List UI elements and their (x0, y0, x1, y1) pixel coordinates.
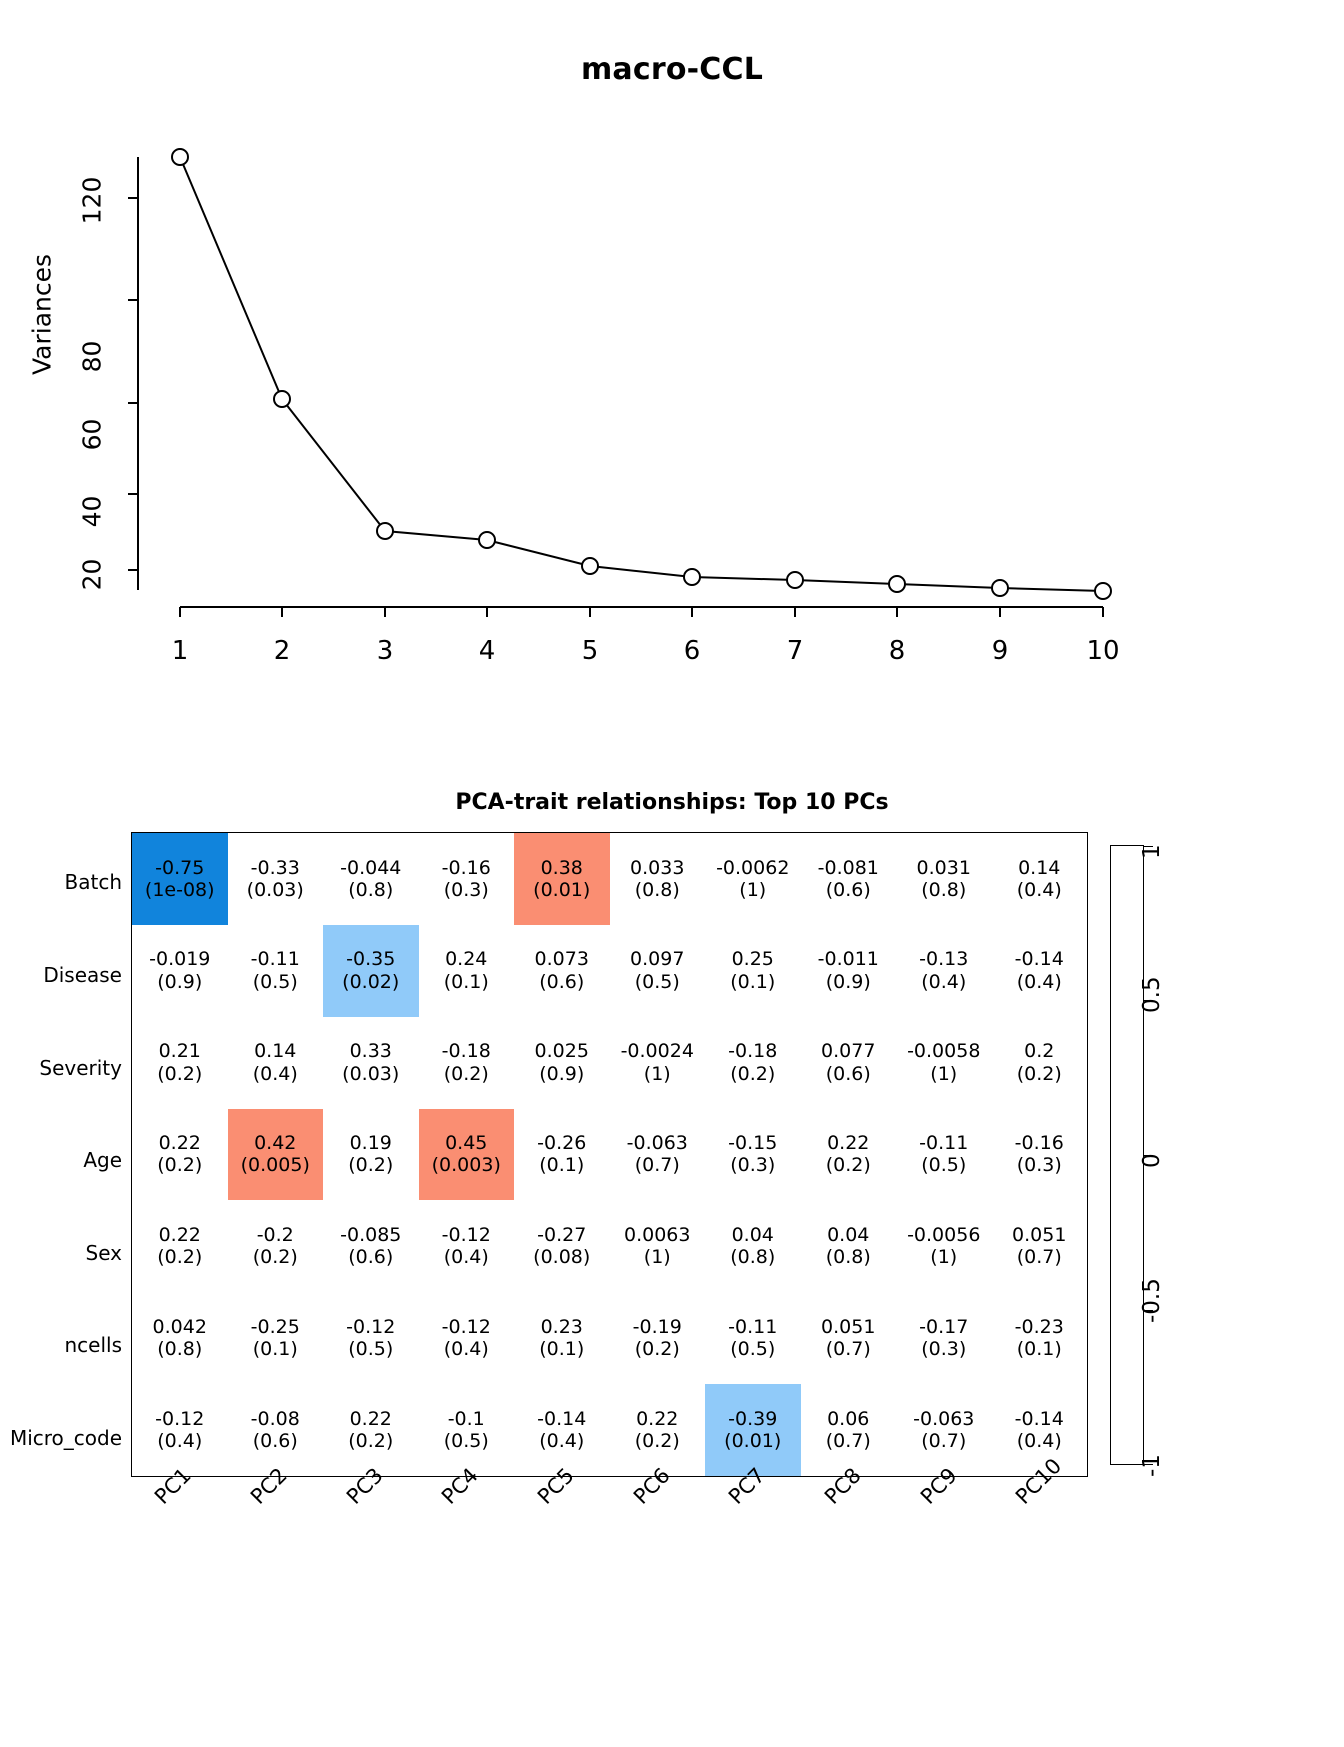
cell-correlation: -0.12 (441, 1223, 491, 1246)
scree-plot-title: macro-CCL (580, 52, 764, 87)
heatmap-cell (228, 1017, 324, 1109)
cell-correlation: -0.11 (250, 948, 300, 971)
heatmap-cell (705, 1109, 801, 1201)
cell-pvalue: (0.01) (724, 1430, 782, 1453)
cell-correlation: -0.23 (1014, 1315, 1064, 1338)
cell-pvalue: (0.4) (1016, 878, 1062, 901)
heatmap-row (132, 1200, 1087, 1292)
scree-x-tick-5: 5 (581, 636, 599, 666)
column-label-pc6: PC6 (628, 1463, 675, 1509)
cell-correlation: -0.11 (728, 1315, 778, 1338)
heatmap-title: PCA-trait relationships: Top 10 PCs (455, 790, 889, 815)
cell-pvalue: (0.02) (342, 970, 400, 993)
cell-correlation: -0.019 (149, 948, 211, 971)
cell-correlation: -0.12 (346, 1315, 396, 1338)
cell-correlation: -0.16 (1014, 1132, 1064, 1155)
heatmap-cell (132, 1292, 228, 1384)
heatmap-row (132, 1292, 1087, 1384)
heatmap-cell (323, 925, 419, 1017)
heatmap-cell (228, 1292, 324, 1384)
cell-pvalue: (0.003) (431, 1154, 501, 1177)
cell-correlation: 0.22 (349, 1407, 392, 1430)
heatmap-cell (610, 833, 706, 925)
cell-correlation: 0.22 (158, 1223, 201, 1246)
cell-correlation: -0.12 (441, 1315, 491, 1338)
cell-correlation: -0.0058 (907, 1040, 981, 1063)
heatmap-cell (323, 833, 419, 925)
cell-pvalue: (0.2) (634, 1430, 680, 1453)
heatmap-cell (610, 1109, 706, 1201)
cell-correlation: 0.051 (1012, 1223, 1067, 1246)
cell-correlation: -0.1 (447, 1407, 485, 1430)
cell-correlation: -0.044 (340, 856, 402, 879)
cell-pvalue: (0.2) (825, 1154, 871, 1177)
column-label-pc7: PC7 (724, 1463, 771, 1509)
cell-correlation: 0.42 (254, 1132, 297, 1155)
column-label-pc5: PC5 (532, 1463, 579, 1509)
cell-pvalue: (0.4) (1016, 970, 1062, 993)
heatmap-cell (132, 833, 228, 925)
cell-pvalue: (0.6) (825, 1062, 871, 1085)
cell-correlation: 0.25 (731, 948, 774, 971)
heatmap-cell (992, 925, 1088, 1017)
cell-pvalue: (1) (739, 878, 767, 901)
cell-pvalue: (0.1) (730, 970, 776, 993)
cell-pvalue: (0.8) (157, 1338, 203, 1361)
heatmap-row (132, 1109, 1087, 1201)
row-label-micro-code: Micro_code (9, 1426, 122, 1450)
column-label-pc3: PC3 (341, 1463, 388, 1509)
cell-pvalue: (0.6) (539, 970, 585, 993)
legend-label-0.5: 0.5 (1139, 976, 1165, 1013)
cell-pvalue: (1e-08) (144, 878, 215, 901)
cell-pvalue: (0.2) (157, 1246, 203, 1269)
cell-correlation: -0.12 (155, 1407, 205, 1430)
cell-correlation: 0.033 (630, 856, 685, 879)
cell-correlation: -0.26 (537, 1132, 587, 1155)
scree-x-tick-8: 8 (888, 636, 906, 666)
heatmap-cell (610, 1200, 706, 1292)
scree-plot-svg (0, 0, 1344, 720)
cell-pvalue: (0.9) (825, 970, 871, 993)
cell-pvalue: (0.6) (825, 878, 871, 901)
cell-pvalue: (0.4) (1016, 1430, 1062, 1453)
heatmap-cell (705, 1292, 801, 1384)
cell-correlation: 0.21 (158, 1040, 201, 1063)
heatmap-cell (132, 1384, 228, 1476)
cell-pvalue: (0.7) (1016, 1246, 1062, 1269)
heatmap-cell (992, 1109, 1088, 1201)
scree-x-tick-6: 6 (683, 636, 701, 666)
scree-y-tick-60: 60 (77, 418, 107, 451)
scree-y-tick-80: 80 (77, 340, 107, 373)
cell-pvalue: (0.9) (539, 1062, 585, 1085)
cell-pvalue: (0.1) (252, 1338, 298, 1361)
cell-pvalue: (0.3) (921, 1338, 967, 1361)
cell-pvalue: (0.08) (533, 1246, 591, 1269)
row-label-disease: Disease (43, 963, 122, 987)
heatmap-cell (514, 1384, 610, 1476)
heatmap-cell (323, 1292, 419, 1384)
cell-pvalue: (0.9) (157, 970, 203, 993)
cell-correlation: -0.0056 (907, 1223, 981, 1246)
heatmap-cell (419, 1292, 515, 1384)
column-label-pc4: PC4 (437, 1463, 483, 1509)
heatmap-cell (514, 1109, 610, 1201)
cell-correlation: 0.22 (158, 1132, 201, 1155)
heatmap-cell (419, 1109, 515, 1201)
cell-correlation: -0.35 (346, 948, 396, 971)
heatmap-cell (228, 1384, 324, 1476)
cell-correlation: -0.14 (537, 1407, 587, 1430)
heatmap-cell (896, 833, 992, 925)
cell-pvalue: (0.03) (342, 1062, 400, 1085)
heatmap-cell (514, 1292, 610, 1384)
cell-pvalue: (1) (930, 1246, 958, 1269)
heatmap-cell (132, 1109, 228, 1201)
cell-correlation: -0.11 (919, 1132, 969, 1155)
cell-correlation: -0.081 (817, 856, 879, 879)
cell-correlation: 0.031 (916, 856, 971, 879)
cell-pvalue: (0.8) (348, 878, 394, 901)
heatmap-cell (610, 1292, 706, 1384)
cell-pvalue: (0.03) (246, 878, 304, 901)
legend-segment-strong-positive (1111, 846, 1143, 982)
heatmap-cell (705, 1384, 801, 1476)
cell-correlation: 0.042 (152, 1315, 207, 1338)
cell-correlation: -0.063 (626, 1132, 688, 1155)
heatmap-cell (514, 1017, 610, 1109)
cell-pvalue: (0.8) (730, 1246, 776, 1269)
heatmap-cell (705, 1200, 801, 1292)
cell-correlation: 0.06 (827, 1407, 870, 1430)
cell-pvalue: (0.4) (157, 1430, 203, 1453)
cell-correlation: -0.27 (537, 1223, 587, 1246)
cell-pvalue: (0.1) (1016, 1338, 1062, 1361)
cell-correlation: -0.0062 (716, 856, 790, 879)
column-label-pc8: PC8 (820, 1463, 866, 1509)
cell-pvalue: (0.8) (634, 878, 680, 901)
heatmap-row (132, 833, 1087, 925)
scree-x-tick-10: 10 (1086, 636, 1120, 666)
heatmap-cell (419, 833, 515, 925)
scree-x-tick-3: 3 (376, 636, 394, 666)
cell-pvalue: (0.5) (730, 1338, 776, 1361)
scree-x-tick-9: 9 (991, 636, 1009, 666)
heatmap-cell (896, 1384, 992, 1476)
heatmap-cell (896, 1109, 992, 1201)
heatmap-cell (992, 1017, 1088, 1109)
cell-pvalue: (0.2) (1016, 1062, 1062, 1085)
heatmap-cell (610, 1017, 706, 1109)
cell-pvalue: (0.4) (921, 970, 967, 993)
legend-segment-strong-negative (1111, 1384, 1143, 1464)
scree-y-tick-20: 20 (77, 558, 107, 591)
cell-pvalue: (0.2) (252, 1246, 298, 1269)
scree-plot-panel (0, 0, 1344, 720)
heatmap-cell (228, 833, 324, 925)
cell-pvalue: (0.4) (443, 1338, 489, 1361)
cell-pvalue: (0.6) (348, 1246, 394, 1269)
legend-segment-neutral (1111, 1081, 1143, 1291)
heatmap-table (132, 833, 1087, 1476)
cell-pvalue: (0.8) (921, 878, 967, 901)
column-label-pc2: PC2 (245, 1463, 292, 1509)
heatmap-cell (705, 925, 801, 1017)
cell-correlation: -0.17 (919, 1315, 969, 1338)
cell-pvalue: (0.6) (252, 1430, 298, 1453)
cell-pvalue: (1) (643, 1246, 671, 1269)
heatmap-row (132, 1384, 1087, 1476)
cell-correlation: 0.14 (254, 1040, 297, 1063)
scree-x-tick-1: 1 (171, 636, 189, 666)
legend-label-0: 0 (1139, 1153, 1165, 1168)
row-label-ncells: ncells (64, 1333, 122, 1357)
heatmap-cell (801, 1017, 897, 1109)
cell-correlation: 0.24 (445, 948, 488, 971)
cell-pvalue: (0.3) (730, 1154, 776, 1177)
column-label-pc1: PC1 (150, 1463, 196, 1509)
heatmap-cell (419, 1384, 515, 1476)
heatmap-grid (131, 832, 1088, 1477)
cell-pvalue: (0.5) (443, 1430, 489, 1453)
heatmap-cell (610, 925, 706, 1017)
cell-pvalue: (0.7) (634, 1154, 680, 1177)
column-label-pc10: PC10 (1011, 1453, 1067, 1509)
cell-pvalue: (0.2) (348, 1430, 394, 1453)
column-label-pc9: PC9 (915, 1463, 962, 1509)
cell-pvalue: (1) (930, 1062, 958, 1085)
scree-y-tick-40: 40 (77, 495, 107, 528)
heatmap-cell (323, 1384, 419, 1476)
cell-pvalue: (0.7) (921, 1430, 967, 1453)
heatmap-cell (705, 833, 801, 925)
heatmap-cell (896, 1292, 992, 1384)
legend-label--0.5: -0.5 (1139, 1278, 1165, 1323)
heatmap-cell (992, 1292, 1088, 1384)
cell-correlation: 0.077 (821, 1040, 876, 1063)
cell-pvalue: (1) (643, 1062, 671, 1085)
cell-correlation: 0.051 (821, 1315, 876, 1338)
scree-x-tick-2: 2 (273, 636, 291, 666)
heatmap-cell (896, 925, 992, 1017)
heatmap-cell (801, 1109, 897, 1201)
heatmap-cell (801, 1292, 897, 1384)
heatmap-cell (132, 925, 228, 1017)
cell-correlation: 0.38 (540, 856, 583, 879)
cell-pvalue: (0.5) (921, 1154, 967, 1177)
cell-correlation: 0.22 (827, 1132, 870, 1155)
cell-correlation: -0.33 (250, 856, 300, 879)
cell-correlation: 0.2 (1024, 1040, 1055, 1063)
heatmap-cell (801, 833, 897, 925)
heatmap-cell (514, 1200, 610, 1292)
cell-correlation: -0.15 (728, 1132, 778, 1155)
legend-label-1: 1 (1139, 844, 1165, 859)
heatmap-cell (228, 1109, 324, 1201)
cell-correlation: -0.085 (340, 1223, 402, 1246)
cell-correlation: -0.011 (817, 948, 879, 971)
heatmap-cell (896, 1017, 992, 1109)
heatmap-cell (323, 1200, 419, 1292)
cell-pvalue: (0.2) (634, 1338, 680, 1361)
cell-correlation: -0.16 (441, 856, 491, 879)
cell-pvalue: (0.7) (825, 1338, 871, 1361)
row-label-batch: Batch (64, 870, 122, 894)
heatmap-cell (228, 925, 324, 1017)
row-label-severity: Severity (39, 1056, 122, 1080)
cell-pvalue: (0.3) (443, 878, 489, 901)
cell-correlation: -0.25 (250, 1315, 300, 1338)
cell-correlation: -0.13 (919, 948, 969, 971)
cell-correlation: -0.14 (1014, 1407, 1064, 1430)
scree-x-tick-7: 7 (786, 636, 804, 666)
cell-pvalue: (0.3) (1016, 1154, 1062, 1177)
heatmap-cell (228, 1200, 324, 1292)
cell-pvalue: (0.4) (252, 1062, 298, 1085)
cell-pvalue: (0.4) (443, 1246, 489, 1269)
heatmap-cell (514, 833, 610, 925)
scree-x-tick-4: 4 (478, 636, 496, 666)
cell-correlation: 0.025 (534, 1040, 589, 1063)
cell-pvalue: (0.5) (252, 970, 298, 993)
heatmap-row (132, 1017, 1087, 1109)
heatmap-cell (419, 925, 515, 1017)
heatmap-cell (992, 833, 1088, 925)
cell-correlation: 0.073 (534, 948, 589, 971)
cell-correlation: -0.18 (728, 1040, 778, 1063)
row-label-age: Age (83, 1148, 122, 1172)
cell-correlation: 0.45 (445, 1132, 488, 1155)
heatmap-cell (705, 1017, 801, 1109)
cell-correlation: 0.14 (1018, 856, 1061, 879)
cell-correlation: -0.19 (632, 1315, 682, 1338)
cell-pvalue: (0.5) (348, 1338, 394, 1361)
cell-correlation: -0.14 (1014, 948, 1064, 971)
cell-correlation: 0.33 (349, 1040, 392, 1063)
cell-pvalue: (0.2) (730, 1062, 776, 1085)
heatmap-cell (801, 1200, 897, 1292)
row-label-sex: Sex (85, 1241, 122, 1265)
heatmap-cell (419, 1200, 515, 1292)
cell-correlation: 0.04 (731, 1223, 774, 1246)
cell-correlation: -0.0024 (620, 1040, 694, 1063)
cell-pvalue: (0.1) (443, 970, 489, 993)
cell-correlation: -0.08 (250, 1407, 300, 1430)
cell-correlation: 0.04 (827, 1223, 870, 1246)
scree-y-axis-label: Variances (27, 253, 57, 376)
cell-pvalue: (0.1) (539, 1154, 585, 1177)
cell-pvalue: (0.7) (825, 1430, 871, 1453)
cell-pvalue: (0.2) (157, 1062, 203, 1085)
cell-correlation: 0.097 (630, 948, 685, 971)
heatmap-cell (992, 1200, 1088, 1292)
cell-correlation: -0.2 (256, 1223, 294, 1246)
cell-pvalue: (0.4) (539, 1430, 585, 1453)
cell-pvalue: (0.005) (240, 1154, 310, 1177)
cell-correlation: -0.18 (441, 1040, 491, 1063)
cell-pvalue: (0.5) (634, 970, 680, 993)
cell-correlation: -0.063 (913, 1407, 975, 1430)
heatmap-cell (419, 1017, 515, 1109)
cell-pvalue: (0.2) (443, 1062, 489, 1085)
cell-pvalue: (0.01) (533, 878, 591, 901)
cell-pvalue: (0.8) (825, 1246, 871, 1269)
heatmap-cell (323, 1109, 419, 1201)
cell-correlation: -0.39 (728, 1407, 778, 1430)
heatmap-cell (896, 1200, 992, 1292)
scree-y-tick-120: 120 (77, 176, 107, 225)
cell-correlation: -0.75 (155, 856, 205, 879)
cell-pvalue: (0.2) (157, 1154, 203, 1177)
cell-pvalue: (0.2) (348, 1154, 394, 1177)
cell-pvalue: (0.1) (539, 1338, 585, 1361)
cell-correlation: 0.19 (349, 1132, 392, 1155)
heatmap-cell (514, 925, 610, 1017)
legend-label--1: -1 (1139, 1454, 1165, 1477)
heatmap-row (132, 925, 1087, 1017)
cell-correlation: 0.0063 (624, 1223, 691, 1246)
cell-correlation: 0.23 (540, 1315, 583, 1338)
heatmap-cell (132, 1017, 228, 1109)
heatmap-cell (801, 925, 897, 1017)
heatmap-cell (323, 1017, 419, 1109)
heatmap-cell (132, 1200, 228, 1292)
cell-correlation: 0.22 (636, 1407, 679, 1430)
